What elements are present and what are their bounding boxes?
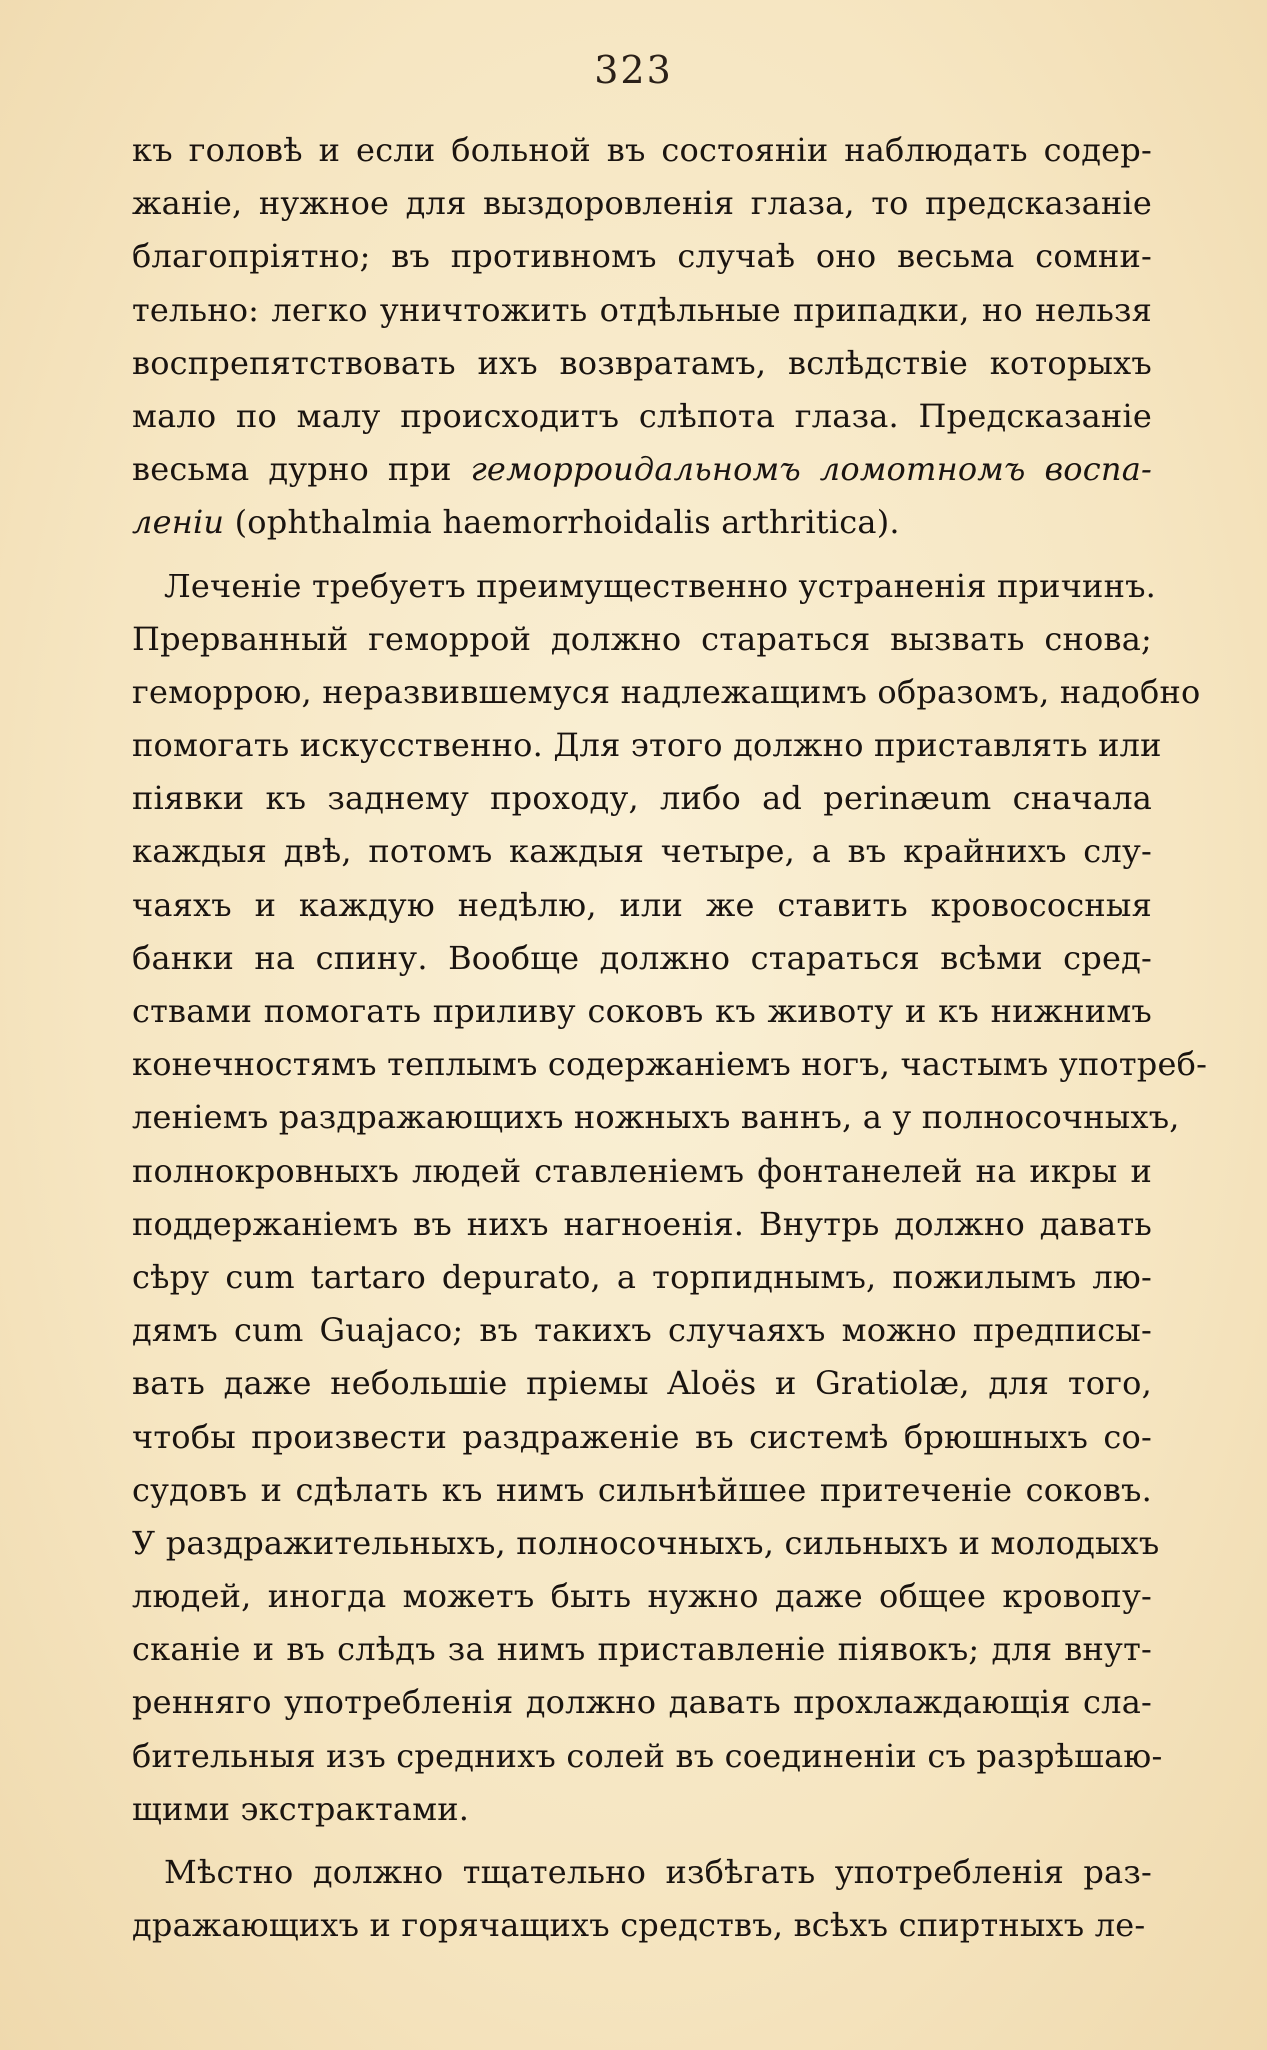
text-segment: благопріятно; въ противномъ случаѣ оно весьма сомни- <box>132 237 1152 276</box>
text-line <box>132 825 1152 878</box>
text-line <box>132 879 1152 932</box>
text-line <box>132 985 1152 1038</box>
text-segment: жаніе, нужное для выздоровленія глаза, то предсказаніе <box>132 184 1152 223</box>
text-line <box>132 1676 1152 1729</box>
text-line <box>132 1038 1208 1091</box>
text-segment: вать даже небольшіе пріемы Aloës и Gratiolæ, для того, <box>132 1364 1152 1403</box>
body-text <box>132 124 1208 1952</box>
text-line <box>132 1411 1152 1464</box>
text-segment: Прерванный геморрой должно стараться вызвать снова; <box>132 619 1152 658</box>
text-segment: людей, иногда можетъ быть нужно даже общее кровопу- <box>132 1577 1152 1616</box>
text-segment: щими экстрактами. <box>132 1789 470 1828</box>
italic-text: геморроидальномъ ломотномъ воспа- <box>470 450 1152 489</box>
text-segment: сѣру cum tartaro depurato, а торпиднымъ, пожилымъ лю- <box>132 1257 1152 1296</box>
text-line <box>132 177 1152 230</box>
text-segment: леніемъ раздражающихъ ножныхъ ваннъ, а у полносочныхъ, <box>132 1098 1180 1137</box>
text-segment: полнокровныхъ людей ставленіемъ фонтанелей на икры и <box>132 1151 1152 1190</box>
text-segment: воспрепятствовать ихъ возвратамъ, вслѣдствіе которыхъ <box>132 343 1152 382</box>
text-segment: бительныя изъ среднихъ солей въ соединеніи съ разрѣшаю- <box>132 1736 1163 1775</box>
italic-text: леніи <box>132 503 225 542</box>
text-segment: весьма дурно при <box>132 450 471 489</box>
text-line <box>132 1783 1152 1836</box>
text-segment: поддержаніемъ въ нихъ нагноенія. Внутрь должно давать <box>132 1204 1152 1243</box>
text-segment: дямъ cum Guajaco; въ такихъ случаяхъ можно предписы- <box>132 1311 1152 1350</box>
text-segment: ренняго употребленія должно давать прохлаждающія сла- <box>132 1683 1152 1722</box>
text-segment: Мѣстно должно тщательно избѣгать употребленія раз- <box>164 1853 1152 1891</box>
text-line <box>132 666 1201 719</box>
text-segment: конечностямъ теплымъ содержаніемъ ногъ, частымъ употреб- <box>132 1045 1208 1084</box>
text-segment: тельно: легко уничтожить отдѣльные припадки, но нельзя <box>132 290 1152 329</box>
text-segment: чтобы произвести раздраженіе въ системѣ брюшныхъ со- <box>132 1417 1152 1456</box>
text-segment: судовъ и сдѣлать къ нимъ сильнѣйшее притеченіе соковъ. <box>132 1470 1152 1509</box>
text-segment: мало по малу происходитъ слѣпота глаза. Предсказаніе <box>132 396 1152 435</box>
text-line <box>132 772 1152 825</box>
page-number: 323 <box>594 48 673 92</box>
text-line <box>132 613 1152 666</box>
text-line <box>132 1899 1152 1952</box>
text-segment: банки на спину. Вообще должно стараться всѣми сред- <box>132 938 1152 977</box>
text-line <box>132 390 1152 443</box>
text-line <box>132 1091 1180 1144</box>
text-segment: Леченіе требуетъ преимущественно устраненія причинъ. <box>164 566 1157 605</box>
text-line <box>132 719 1162 772</box>
text-line <box>132 284 1152 337</box>
paragraph-gap <box>132 1836 1152 1846</box>
text-line <box>132 1251 1152 1304</box>
text-line <box>132 337 1152 390</box>
text-segment: геморрою, неразвившемуся надлежащимъ образомъ, надобно <box>132 672 1201 711</box>
text-line <box>132 443 1152 496</box>
text-line <box>132 1846 1152 1899</box>
text-line <box>132 1730 1163 1783</box>
text-line <box>132 1198 1152 1251</box>
text-line <box>132 1464 1152 1517</box>
text-line <box>132 1304 1152 1357</box>
text-segment: дражающихъ и горячащихъ средствъ, всѣхъ спиртныхъ ле- <box>132 1906 1146 1945</box>
text-line <box>132 1623 1152 1676</box>
text-segment: піявки къ заднему проходу, либо ad perinæum сначала <box>132 779 1152 818</box>
text-line <box>132 124 1152 177</box>
text-segment: помогать искусственно. Для этого должно приставлять или <box>132 726 1162 765</box>
text-segment: ствами помогать приливу соковъ къ животу и къ нижнимъ <box>132 992 1152 1030</box>
text-line <box>132 496 1152 549</box>
text-line <box>132 230 1152 283</box>
text-segment: чаяхъ и каждую недѣлю, или же ставить кровососныя <box>132 885 1152 924</box>
text-segment: къ головѣ и если больной въ состояніи наблюдать содер- <box>132 131 1152 169</box>
text-line <box>132 1570 1152 1623</box>
text-line <box>132 1357 1152 1410</box>
text-segment: сканіе и въ слѣдъ за нимъ приставленіе піявокъ; для внут- <box>132 1630 1152 1669</box>
text-line <box>132 560 1157 613</box>
text-segment: каждыя двѣ, потомъ каждыя четыре, а въ крайнихъ слу- <box>132 832 1152 871</box>
paragraph-gap <box>132 550 1152 560</box>
text-segment: (ophthalmia haemorrhoidalis arthritica). <box>224 503 900 542</box>
text-line <box>132 1517 1160 1570</box>
text-segment: У раздражительныхъ, полносочныхъ, сильныхъ и молодыхъ <box>132 1523 1160 1562</box>
text-line <box>132 932 1152 985</box>
text-line <box>132 1145 1152 1198</box>
